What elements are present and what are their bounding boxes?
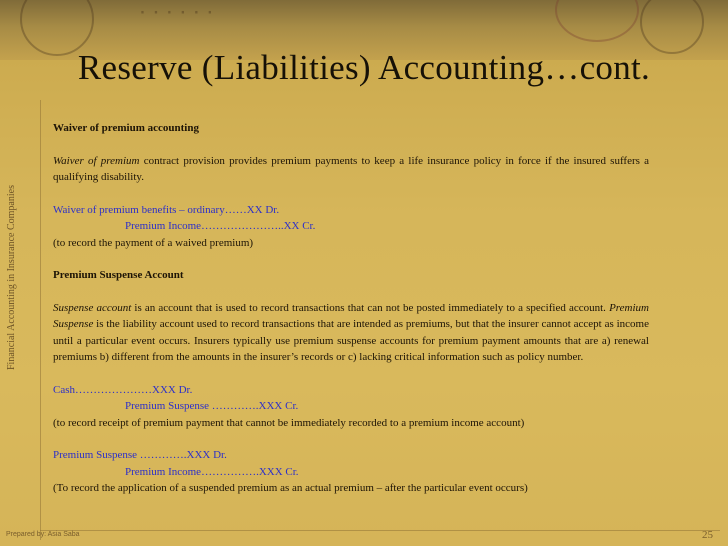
stamp-decoration: · · · · · · <box>140 6 215 21</box>
suspense-entry2-note: (To record the application of a suspended premium as an actual premium – after the particular event occurs) <box>53 482 528 494</box>
premium-suspense-term: Premium Suspense <box>53 301 649 330</box>
waiver-entry-debit: Waiver of premium benefits – ordinary……XX Dr. <box>53 203 280 216</box>
slide-title: Reserve (Liabilities) Accounting…cont. <box>77 48 651 87</box>
footer-prepared-by: Prepared by: Asia Saba <box>6 531 80 538</box>
suspense-entry1-note: (to record receipt of premium payment that cannot be immediately recorded to a premium income account) <box>53 416 525 429</box>
waiver-term: Waiver of premium <box>53 154 140 167</box>
waiver-heading: Waiver of premium accounting <box>53 122 199 134</box>
suspense-description-text-2: is the liability account used to record transactions that are intended as premiums, but that the insurer cannot accept as income until a particular event occurs. Insurers typically use premium suspense accounts for premium payment amounts that are a) renewal premiums b) different from the amounts in the insurer’s records or c) lacking critical information such as policy number. <box>53 318 649 363</box>
suspense-description-text-1: is an account that is used to record transactions that can not be posted immediately to a specified account. <box>131 301 610 314</box>
suspense-term: Suspense account <box>53 301 132 314</box>
bottom-rule <box>40 530 720 531</box>
suspense-entry1-debit: Cash…………………XXX Dr. <box>53 383 193 396</box>
page-number: 25 <box>702 529 713 541</box>
waiver-entry-note: (to record the payment of a waived premium) <box>53 236 254 249</box>
suspense-entry2-debit: Premium Suspense ………….XXX Dr. <box>53 449 227 461</box>
waiver-entry-credit: Premium Income…………………..XX Cr. <box>125 220 316 232</box>
slide-body <box>53 120 649 497</box>
waiver-description-text: contract provision provides premium payments to keep a life insurance policy in force if the insured suffers a qualifying disability. <box>53 154 650 183</box>
suspense-description <box>53 300 649 366</box>
side-label: Financial Accounting in Insurance Companies <box>6 185 17 370</box>
left-rule <box>40 100 41 540</box>
suspense-entry2-credit: Premium Income…………….XXX Cr. <box>125 465 299 478</box>
suspense-heading: Premium Suspense Account <box>53 269 184 281</box>
suspense-entry1-credit: Premium Suspense ………….XXX Cr. <box>125 400 299 412</box>
waiver-description <box>53 153 649 186</box>
